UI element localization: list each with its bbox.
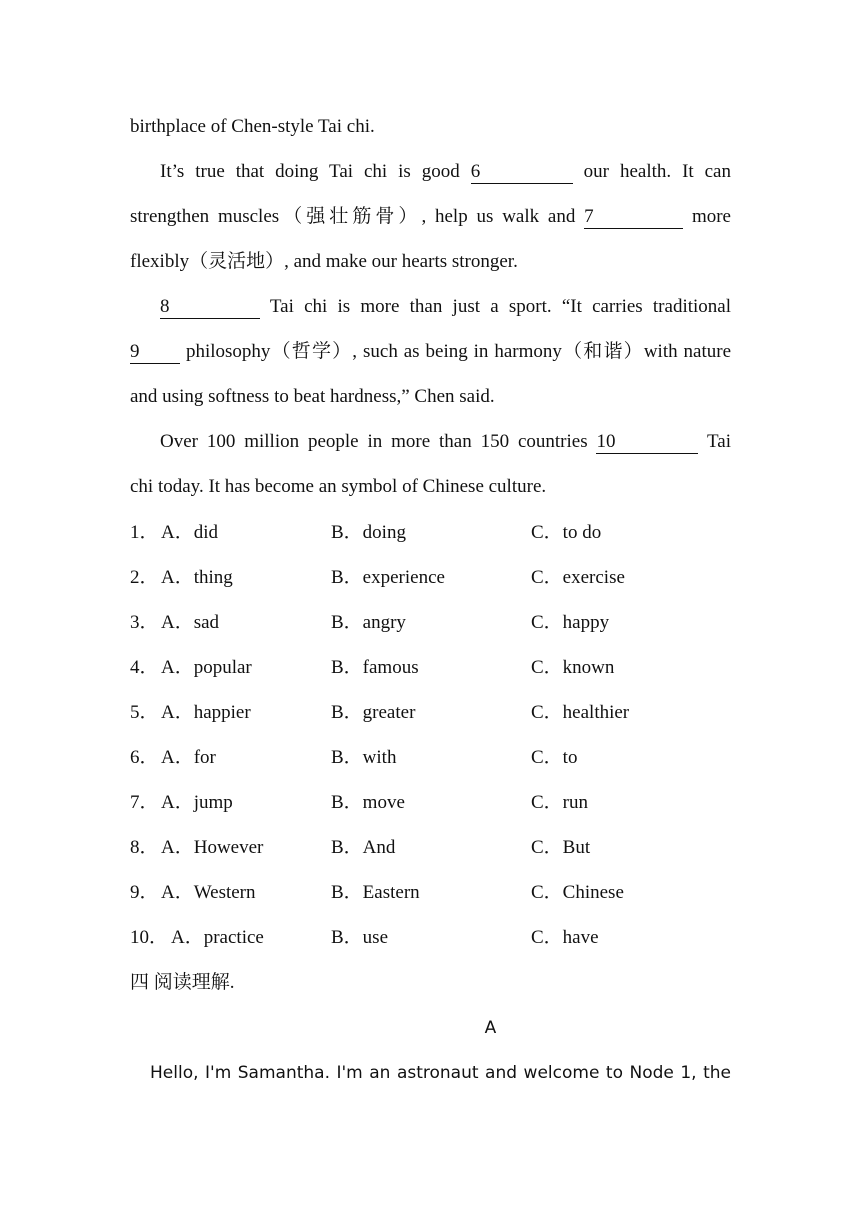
option-a[interactable]: A．However xyxy=(161,837,264,858)
passage-text: flexibly（灵活地）, and make our hearts stronger. xyxy=(130,251,518,272)
option-b[interactable]: B．And xyxy=(331,837,396,858)
question-row xyxy=(0,653,860,683)
question-number: 1． xyxy=(130,522,159,543)
passage-text: Hello, I'm Samantha. I'm an astronaut and welcome to Node 1, the xyxy=(150,1063,731,1083)
question-number: 9． xyxy=(130,882,159,903)
option-c[interactable]: C．healthier xyxy=(531,702,630,723)
option-a[interactable]: A．did xyxy=(161,522,219,543)
blank-10[interactable]: 10 xyxy=(596,431,698,454)
option-c[interactable]: C．run xyxy=(531,792,589,813)
option-c[interactable]: C．exercise xyxy=(531,567,625,588)
option-c[interactable]: C．to xyxy=(531,747,578,768)
passage-text: chi today. It has become an symbol of Chinese culture. xyxy=(130,476,547,497)
section-heading xyxy=(130,968,731,998)
option-c[interactable]: C．But xyxy=(531,837,591,858)
option-a[interactable]: A．Western xyxy=(161,882,256,903)
passage-text: It’s true that doing Tai chi is good xyxy=(160,161,460,182)
option-a[interactable]: A．jump xyxy=(161,792,233,813)
passage-text: Tai chi is more than just a sport. “It carries traditional xyxy=(269,296,731,317)
option-a[interactable]: A．thing xyxy=(161,567,233,588)
section-heading-text: 四 阅读理解. xyxy=(130,972,235,993)
passage-line xyxy=(130,337,731,367)
passage-line xyxy=(130,382,731,412)
option-c[interactable]: C．have xyxy=(531,927,599,948)
question-row xyxy=(0,518,860,548)
option-b[interactable]: B．greater xyxy=(331,702,416,723)
option-c[interactable]: C．to do xyxy=(531,522,602,543)
question-row xyxy=(0,878,860,908)
question-row xyxy=(0,743,860,773)
question-row xyxy=(0,833,860,863)
passage-text: more xyxy=(691,206,731,227)
option-a[interactable]: A．happier xyxy=(161,702,251,723)
passage-label xyxy=(130,1013,851,1043)
passage-text: Tai xyxy=(707,431,732,452)
passage-line xyxy=(160,292,731,322)
question-number: 4． xyxy=(130,657,159,678)
option-a[interactable]: A．popular xyxy=(161,657,252,678)
passage-text: our health. It can xyxy=(583,161,731,182)
question-number: 6． xyxy=(130,747,159,768)
passage-text: philosophy（哲学）, such as being in harmony（和谐）with nature xyxy=(185,341,732,362)
blank-9[interactable]: 9 xyxy=(130,341,180,364)
question-number: 5． xyxy=(130,702,159,723)
question-number: 3． xyxy=(130,612,159,633)
option-c[interactable]: C．happy xyxy=(531,612,610,633)
passage-line xyxy=(160,157,731,187)
option-b[interactable]: B．Eastern xyxy=(331,882,420,903)
option-c[interactable]: C．Chinese xyxy=(531,882,624,903)
option-a[interactable]: A．practice xyxy=(171,927,264,948)
question-number: 8． xyxy=(130,837,159,858)
option-c[interactable]: C．known xyxy=(531,657,615,678)
option-b[interactable]: B．angry xyxy=(331,612,406,633)
option-a[interactable]: A．for xyxy=(161,747,216,768)
passage-line xyxy=(160,427,731,457)
blank-7[interactable]: 7 xyxy=(584,206,683,229)
option-b[interactable]: B．with xyxy=(331,747,397,768)
blank-6[interactable]: 6 xyxy=(471,161,573,184)
option-b[interactable]: B．experience xyxy=(331,567,445,588)
question-number: 10． xyxy=(130,927,169,948)
question-row xyxy=(0,923,860,953)
question-row xyxy=(0,563,860,593)
question-number: 7． xyxy=(130,792,159,813)
question-row xyxy=(0,608,860,638)
question-row xyxy=(0,788,860,818)
option-b[interactable]: B．use xyxy=(331,927,389,948)
passage-text: Over 100 million people in more than 150 countries xyxy=(160,431,588,452)
question-number: 2． xyxy=(130,567,159,588)
passage-line xyxy=(150,1058,731,1088)
option-b[interactable]: B．doing xyxy=(331,522,406,543)
blank-8[interactable]: 8 xyxy=(160,296,260,319)
passage-line xyxy=(130,247,731,277)
option-b[interactable]: B．famous xyxy=(331,657,419,678)
passage-line xyxy=(130,202,731,232)
question-row xyxy=(0,698,860,728)
option-b[interactable]: B．move xyxy=(331,792,405,813)
passage-line xyxy=(130,112,731,142)
passage-text: birthplace of Chen-style Tai chi. xyxy=(130,116,375,137)
passage-line xyxy=(130,472,731,502)
passage-text: strengthen muscles（强壮筋骨）, help us walk and xyxy=(130,206,576,227)
option-a[interactable]: A．sad xyxy=(161,612,220,633)
passage-label-text: A xyxy=(484,1018,497,1038)
passage-text: and using softness to beat hardness,” Chen said. xyxy=(130,386,495,407)
